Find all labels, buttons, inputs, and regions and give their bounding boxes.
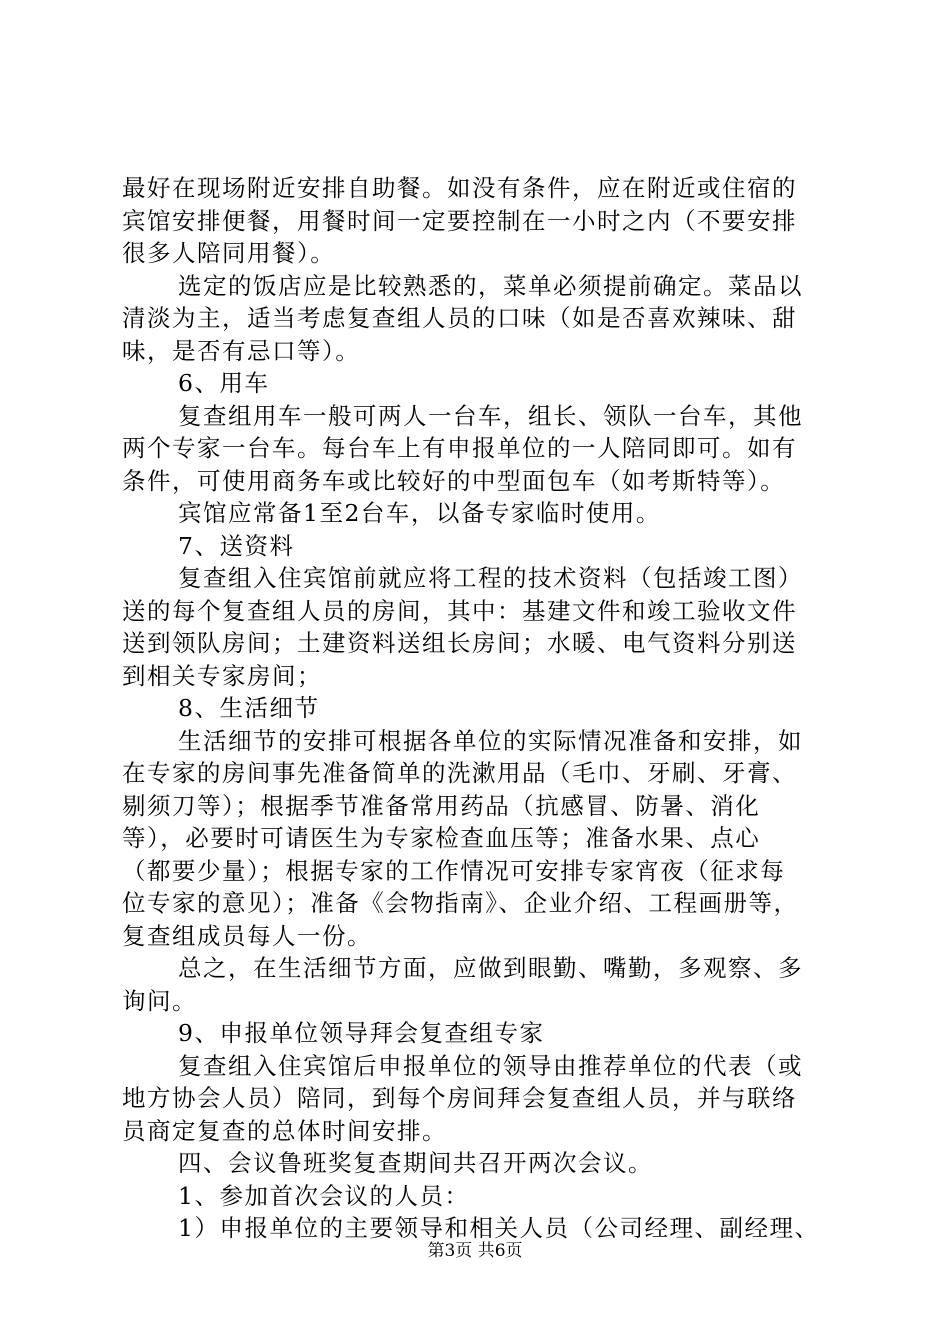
text-line: 选定的饭店应是比较熟悉的，菜单必须提前确定。菜品以: [178, 271, 803, 300]
text-line: 地方协会人员）陪同，到每个房间拜会复查组人员，并与联络: [122, 1084, 797, 1112]
text-line: 7、送资料: [178, 531, 295, 560]
text-line: 条件，可使用商务车或比较好的中型面包车（如考斯特等）。: [122, 466, 786, 495]
text-line: 位专家的意见）；准备《会物指南》、企业介绍、工程画册等，: [122, 889, 799, 917]
text-line: 总之，在生活细节方面，应做到眼勤、嘴勤，多观察、多: [178, 954, 803, 982]
text-line: 在专家的房间事先准备简单的洗漱用品（毛巾、牙刷、牙膏、: [122, 759, 797, 787]
text-line: 复查组入住宾馆前就应将工程的技术资料（包括竣工图）: [178, 564, 803, 592]
text-line: 1）申报单位的主要领导和相关人员（公司经理、副经理、: [178, 1214, 820, 1242]
text-line: 宾馆安排便餐，用餐时间一定要控制在一小时之内（不要安排: [122, 206, 797, 235]
text-line: 送到领队房间；土建资料送组长房间；水暖、电气资料分别送: [122, 629, 797, 657]
document-body: [122, 172, 834, 1245]
text-line: 询问。: [122, 986, 197, 1015]
text-line: 等），必要时可请医生为专家检查血压等；准备水果、点心: [122, 824, 761, 852]
text-line: 生活细节的安排可根据各单位的实际情况准备和安排，如: [178, 726, 803, 755]
text-line: 剔须刀等）；根据季节准备常用药品（抗感冒、防暑、消化: [122, 791, 761, 820]
text-line: 最好在现场附近安排自助餐。如没有条件，应在附近或住宿的: [122, 174, 797, 202]
text-line: 9、申报单位领导拜会复查组专家: [178, 1019, 545, 1047]
page-footer: 第3页 共6页: [427, 1241, 523, 1261]
text-line: 复查组入住宾馆后申报单位的领导由推荐单位的代表（或: [178, 1051, 803, 1080]
text-line: 1、参加首次会议的人员：: [178, 1181, 470, 1210]
text-line: 复查组成员每人一份。: [122, 921, 372, 950]
text-line: 6、用车: [178, 369, 270, 397]
text-line: 四、会议鲁班奖复查期间共召开两次会议。: [178, 1149, 653, 1177]
text-line: 清淡为主，适当考虑复查组人员的口味（如是否喜欢辣味、甜: [122, 304, 797, 332]
text-line: 两个专家一台车。每台车上有申报单位的一人陪同即可。如有: [122, 434, 797, 462]
text-line: （都要少量）；根据专家的工作情况可安排专家宵夜（征求每: [122, 856, 786, 885]
text-line: 宾馆应常备1至2台车，以备专家临时使用。: [178, 499, 661, 527]
text-line: 很多人陪同用餐）。: [122, 239, 336, 267]
text-line: 送的每个复查组人员的房间，其中：基建文件和竣工验收文件: [122, 596, 797, 625]
text-line: 到相关专家房间；: [122, 661, 322, 690]
text-line: 复查组用车一般可两人一台车，组长、领队一台车，其他: [178, 401, 803, 430]
text-line: 味，是否有忌口等）。: [122, 336, 361, 365]
text-line: 8、生活细节: [178, 694, 320, 722]
text-line: 员商定复查的总体时间安排。: [122, 1116, 447, 1145]
